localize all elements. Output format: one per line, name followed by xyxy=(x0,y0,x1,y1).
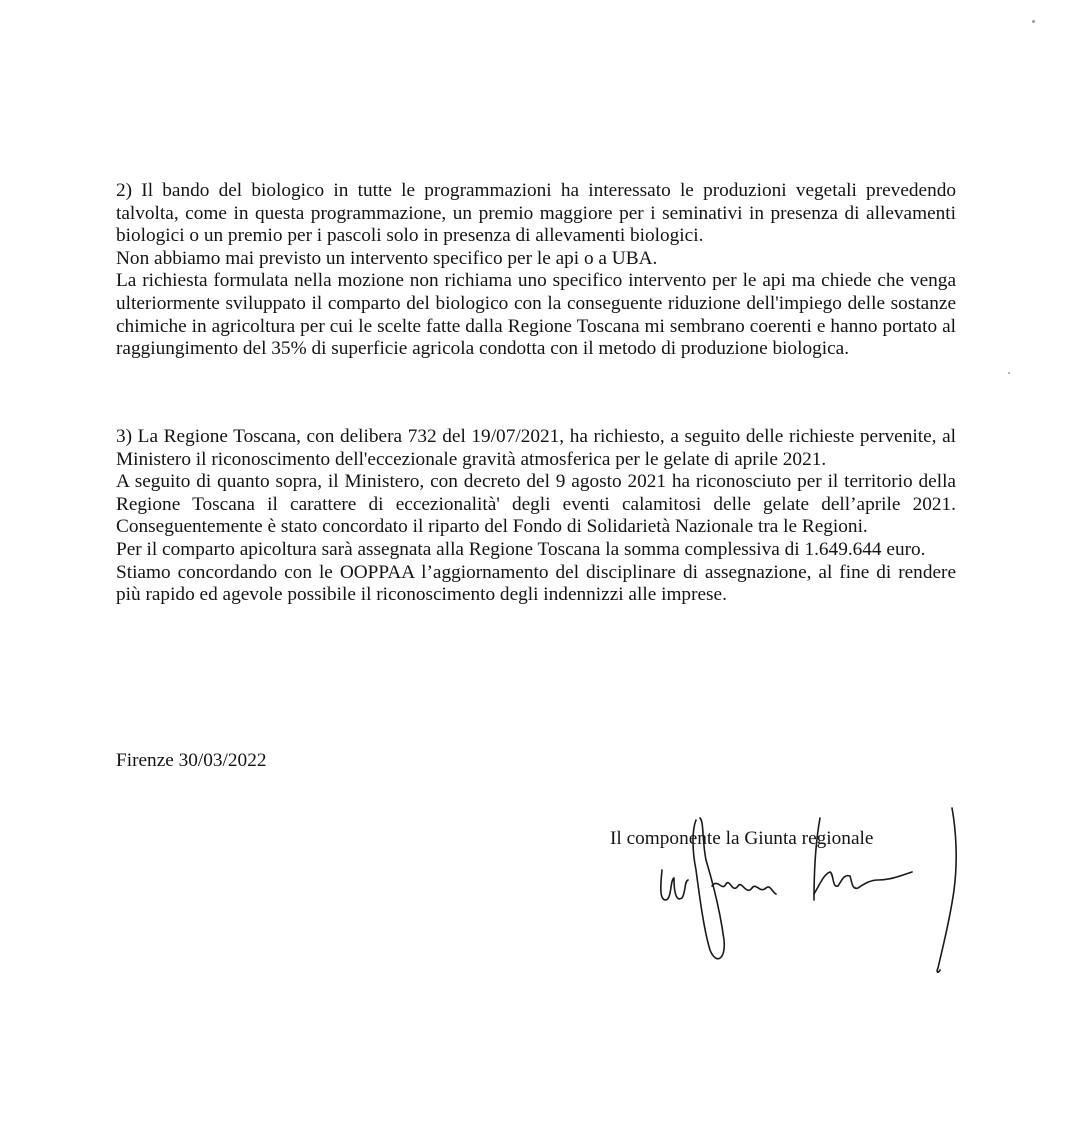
date-line: Firenze 30/03/2022 xyxy=(116,750,267,771)
signature-block xyxy=(600,800,980,980)
signer-label: Il componente la Giunta regionale xyxy=(610,828,874,849)
scan-artifact xyxy=(1032,20,1035,23)
section-3-paragraph-4: Stiamo concordando con le OOPPAA l’aggiornamento del disciplinare di assegnazione, al fine di rendere più rapido ed agevole possibile il riconoscimento degli indennizzi alle imprese. xyxy=(116,561,956,606)
section-3 xyxy=(116,426,956,607)
section-3-paragraph-2: A seguito di quanto sopra, il Ministero, con decreto del 9 agosto 2021 ha riconosciuto per il territorio della Regione Toscana il carattere di eccezionalità' degli eventi calamitosi delle gelate dell’aprile 2021. Conseguentemente è stato concordato il riparto del Fondo di Solidarietà Nazionale tra le Regioni. xyxy=(116,471,956,538)
section-2-paragraph-2: Non abbiamo mai previsto un intervento specifico per le api o a UBA. xyxy=(116,247,658,269)
section-2-paragraph-1: 2) Il bando del biologico in tutte le programmazioni ha interessato le produzioni vegetali prevedendo talvolta, come in questa programmazione, un premio maggiore per i seminativi in presenza di allevamenti biologici o un premio per i pascoli solo in presenza di allevamenti biologici. xyxy=(116,180,956,247)
section-3-paragraph-1: 3) La Regione Toscana, con delibera 732 del 19/07/2021, ha richiesto, a seguito delle richieste pervenite, al Ministero il riconoscimento dell'eccezionale gravità atmosferica per le gelate di aprile 2021. xyxy=(116,426,956,470)
section-3-paragraph-3: Per il comparto apicoltura sarà assegnata alla Regione Toscana la somma complessiva di 1.649.644 euro. xyxy=(116,538,926,560)
section-2-paragraph-3: La richiesta formulata nella mozione non richiama uno specifico intervento per le api ma chiede che venga ulteriormente sviluppato il comparto del biologico con la conseguente riduzione dell'impiego delle sostanze chimiche in agricoltura per cui le scelte fatte dalla Regione Toscana mi sembrano coerenti e hanno portato al raggiungimento del 35% di superficie agricola condotta con il metodo di produzione biologica. xyxy=(116,270,956,360)
scan-artifact xyxy=(1008,372,1010,374)
section-2 xyxy=(116,180,956,361)
handwritten-signature xyxy=(600,800,980,980)
